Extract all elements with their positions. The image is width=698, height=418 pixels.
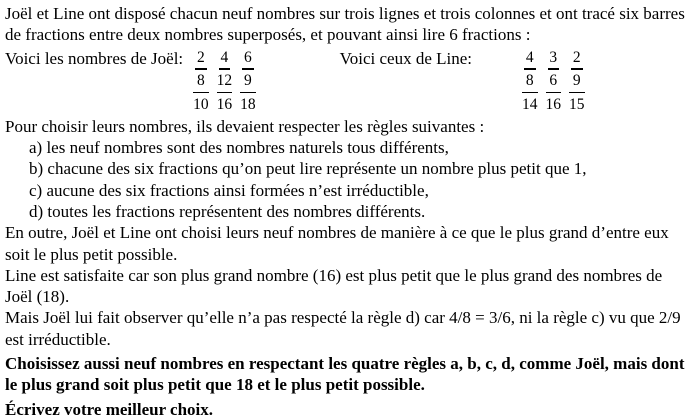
fraction-column [569,48,585,114]
fraction-number: 8 [197,72,205,90]
mais-joel-line-1: Mais Joël lui fait observer qu’elle n’a pas respecté la règle d) car 4/8 = 3/6, ni la règle c) vu que 2/9 [5,308,681,328]
task-bold-line-2: le plus grand soit plus petit que 18 et le plus petit possible. [5,375,425,395]
fraction-number: 10 [193,95,209,113]
fraction-number: 2 [572,48,581,66]
fraction-column [193,48,209,114]
en-outre-line-2: soit le plus petit possible. [5,244,178,264]
intro-line-1: Joël et Line ont disposé chacun neuf nombres sur trois lignes et trois colonnes et ont tracé six barres [5,4,685,23]
fraction-bar [569,92,585,93]
fraction-number: 4 [525,48,534,66]
fraction-number: 14 [522,95,538,113]
fraction-number: 8 [525,72,534,90]
rule-item-c: c) aucune des six fractions ainsi formées n’est irréductible, [29,180,429,200]
fraction-bar [242,68,253,69]
fraction-bar [193,92,209,93]
fraction-bar [219,68,230,69]
task-bold-line-1: Choisissez aussi neuf nombres en respectant les quatre règles a, b, c, d, comme Joël, mais dont [5,354,685,374]
mais-joel-line-2: est irréductible. [5,329,111,349]
fraction-number: 15 [569,95,585,113]
fraction-number: 3 [549,48,558,66]
fraction-number: 12 [216,72,233,90]
fraction-number: 6 [244,48,252,66]
number-grids-row [5,48,693,114]
fraction-number: 6 [549,72,558,90]
rules-intro: Pour choisir leurs nombres, ils devaient respecter les règles suivantes : [5,116,485,136]
line-satisfaite-line-2: Joël (18). [5,287,70,307]
joel-fraction-grid [193,48,256,114]
fraction-bar [217,92,233,93]
fraction-bar [524,68,535,69]
fraction-number: 16 [216,95,233,113]
fraction-bar [240,92,256,93]
fraction-column [217,48,233,114]
line-grid-label: Voici ceux de Line: [339,48,473,68]
fraction-bar [522,92,538,93]
fraction-bar [195,68,206,69]
fraction-number: 9 [244,72,252,90]
fraction-column [240,48,256,114]
rule-item-d: d) toutes les fractions représentent des nombres différents. [29,201,426,221]
rule-item-b: b) chacune des six fractions qu’on peut lire représente un nombre plus petit que 1, [29,159,587,179]
fraction-number: 16 [545,95,562,113]
intro-line-2: de fractions entre deux nombres superposés, et pouvant ainsi lire 6 fractions : [5,25,531,45]
fraction-number: 4 [220,48,229,66]
line-satisfaite-line-1: Line est satisfaite car son plus grand nombre (16) est plus petit que le plus grand des nombres de [5,265,663,285]
line-fraction-grid [522,48,585,114]
en-outre-line-1: En outre, Joël et Line ont choisi leurs neuf nombres de manière à ce que le plus grand d’entre eux [5,223,669,243]
fraction-bar [571,68,582,69]
fraction-number: 9 [572,72,581,90]
fraction-column [546,48,562,114]
joel-grid-label: Voici les nombres de Joël: [5,48,184,68]
fraction-number: 18 [240,95,256,113]
fraction-bar [548,68,559,69]
final-instruction: Écrivez votre meilleur choix. [5,399,214,418]
fraction-column [522,48,538,114]
rule-item-a: a) les neuf nombres sont des nombres naturels tous différents, [29,138,449,158]
fraction-number: 2 [197,48,205,66]
fraction-bar [546,92,562,93]
